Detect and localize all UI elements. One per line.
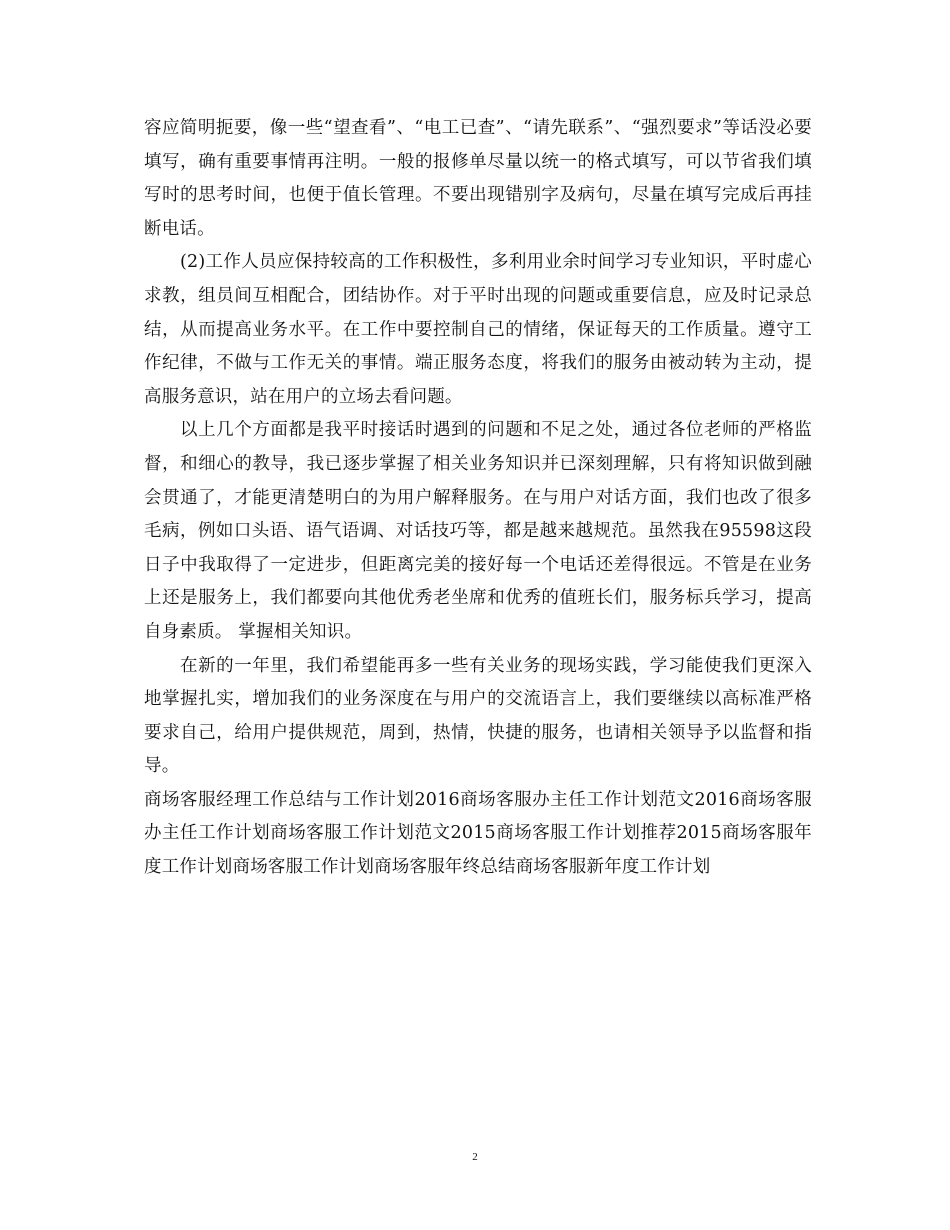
paragraph-summary-progress: 以上几个方面都是我平时接话时遇到的问题和不足之处，通过各位老师的严格监督，和细心的教导，我已逐步掌握了相关业务知识并已深刻理解，只有将知识做到融会贯通了，才能更清楚明白的为用户解释服务。在与用户对话方面，我们也改了很多毛病，例如口头语、语气语调、对话技巧等，都是越来越规范。虽然我在95598这段日子中我取得了一定进步，但距离完美的接好每一个电话还差得很远。不管是在业务上还是服务上，我们都要向其他优秀老坐席和优秀的值班长们，服务标兵学习，提高自身素质。 掌握相关知识。 bbox=[144, 420, 812, 642]
page-number: 2 bbox=[472, 1151, 478, 1163]
paragraph-new-year-plan: 在新的一年里，我们希望能再多一些有关业务的现场实践，学习能使我们更深入地掌握扎实，增加我们的业务深度在与用户的交流语言上，我们要继续以高标准严格要求自己，给用户提供规范，周到，热情，快捷的服务，也请相关领导予以监督和指导。 bbox=[144, 655, 812, 777]
document-body bbox=[144, 112, 812, 885]
paragraph-continuation: 容应简明扼要，像一些“望查看”、“电工已查”、“请先联系”、“强烈要求”等话没必要填写，确有重要事情再注明。一般的报修单尽量以统一的格式填写，可以节省我们填写时的思考时间，也便于值长管理。不要出现错别字及病句，尽量在填写完成后再挂断电话。 bbox=[144, 118, 812, 239]
paragraph-related-links: 商场客服经理工作总结与工作计划2016商场客服办主任工作计划范文2016商场客服办主任工作计划商场客服工作计划范文2015商场客服工作计划推荐2015商场客服年度工作计划商场客服工作计划商场客服年终总结商场客服新年度工作计划 bbox=[144, 789, 812, 878]
paragraph-staff-requirements: (2)工作人员应保持较高的工作积极性，多利用业余时间学习专业知识，平时虚心求教，组员间互相配合，团结协作。对于平时出现的问题或重要信息，应及时记录总结，从而提高业务水平。在工作中要控制自己的情绪，保证每天的工作质量。遵守工作纪律，不做与工作无关的事情。端正服务态度，将我们的服务由被动转为主动，提高服务意识，站在用户的立场去看问题。 bbox=[144, 252, 812, 407]
